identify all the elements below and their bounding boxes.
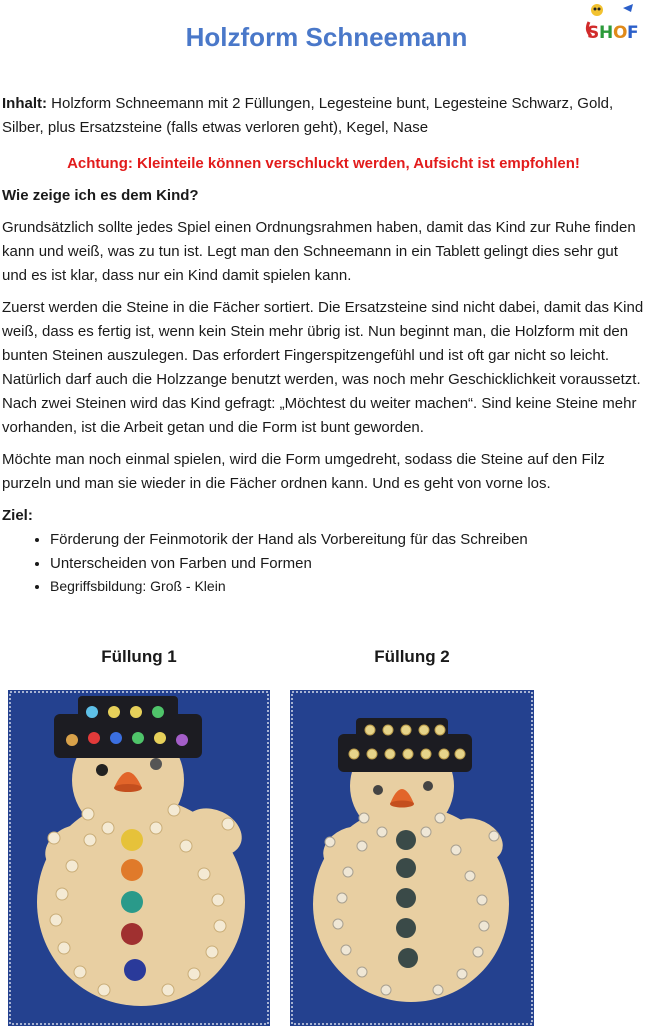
- svg-text:F: F: [627, 23, 638, 43]
- paragraph-2: Zuerst werden die Steine in die Fächer sortiert. Die Ersatzsteine sind nicht dabei, damit das Kind weiß, dass es fertig ist, wenn kein Stein mehr übrig ist. Nun beginnt man, die Holzform mit den bunten Steinen auszulegen. Das erfordert Fingerspitzengefühl und ist oft gar nicht so leicht. Natürlich darf auch die Holzzange benutzt werden, was noch mehr Geschicklichkeit voraussetzt. Nach zwei Steinen wird das Kind gefragt: „Möchtest du weiter machen“. Sind keine Steine mehr vorhanden, ist die Arbeit getan und die Form ist bunt geworden.: [2, 299, 644, 436]
- svg-text:H: H: [599, 23, 613, 43]
- contents-label: Inhalt:: [2, 95, 47, 112]
- goals-heading: Ziel:: [2, 507, 33, 524]
- paragraph-1: Grundsätzlich sollte jedes Spiel einen Ordnungsrahmen haben, damit das Kind zur Ruhe finden kann und weiß, was zu tun ist. Legt man den Schneemann in ein Tablett gelingt dies sehr gut und es ist klar, dass nur ein Kind damit spielen kann.: [2, 219, 636, 284]
- goals-list: [2, 528, 645, 596]
- warning-text: Achtung: Kleinteile können verschluckt werden, Aufsicht ist empfohlen!: [67, 155, 580, 172]
- snowman-photo-1: [8, 690, 270, 1026]
- photo-filling-2: [290, 690, 534, 1026]
- paragraph-3: Möchte man noch einmal spielen, wird die Form umgedreht, sodass die Steine auf den Filz purzeln und man sie wieder in die Fächer ordnen kann. Und es geht von vorne los.: [2, 451, 605, 492]
- goal-item: • Begriffsbildung: Groß - Klein: [50, 576, 645, 596]
- goal-item: • Unterscheiden von Farben und Formen: [50, 552, 645, 576]
- shof-logo: [583, 0, 643, 46]
- snowman-photo-2: [290, 690, 534, 1026]
- contents-paragraph: [2, 92, 645, 140]
- logo-graphic: [583, 0, 643, 46]
- how-to-heading: Wie zeige ich es dem Kind?: [2, 187, 199, 204]
- svg-text:S: S: [587, 23, 599, 43]
- document-body: [2, 92, 645, 596]
- caption-filling-1: Füllung 1: [101, 647, 177, 666]
- contents-text: Holzform Schneemann mit 2 Füllungen, Legesteine bunt, Legesteine Schwarz, Gold, Silber, plus Ersatzsteine (falls etwas verloren geht), Kegel, Nase: [2, 95, 614, 136]
- svg-text:O: O: [613, 23, 627, 43]
- caption-filling-2: Füllung 2: [374, 647, 450, 666]
- photo-filling-1: [8, 690, 270, 1026]
- page-title: Holzform Schneemann: [185, 22, 468, 52]
- goal-item: • Förderung der Feinmotorik der Hand als Vorbereitung für das Schreiben: [50, 528, 645, 552]
